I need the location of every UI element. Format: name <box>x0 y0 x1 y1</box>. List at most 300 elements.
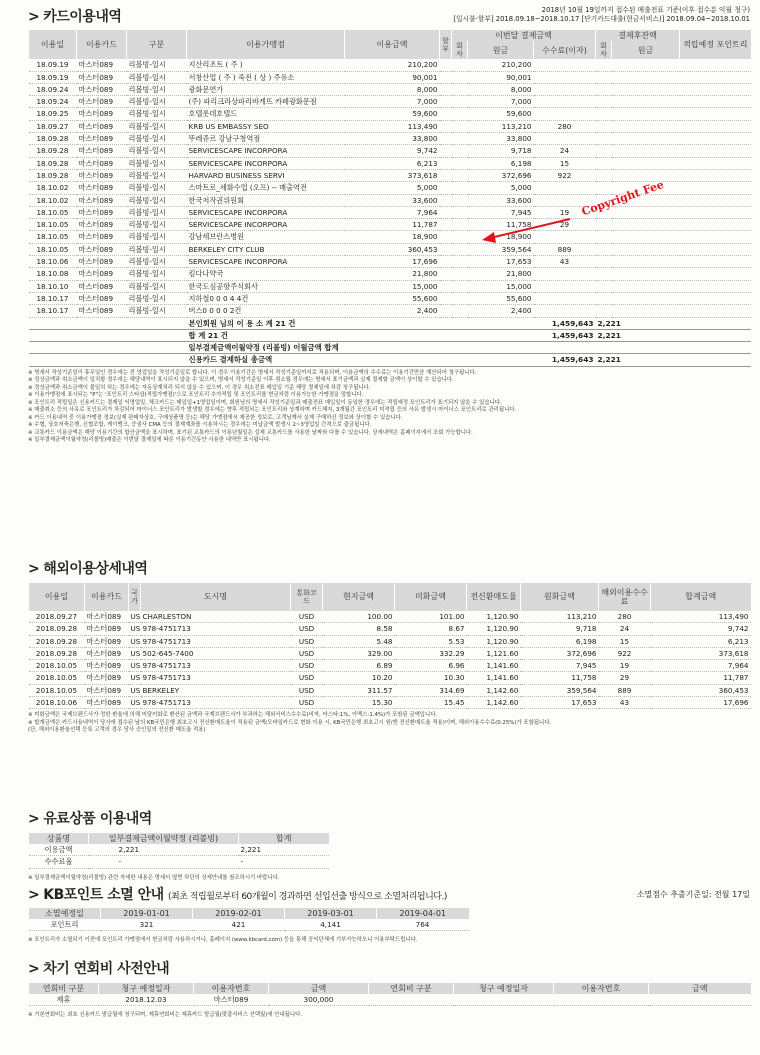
cell-amount: 90,001 <box>345 71 440 83</box>
note-line: ※ 이용가맹점에 표시되는 "P"는 '포인트리 스타샵(적립가맹점)'으로 포인트리 추가적립 및 포인트리를 현금처럼 이용가능한 가맹점을 말합니다. <box>28 392 364 399</box>
cell-principal: 33,800 <box>468 133 534 145</box>
cell-empty <box>680 108 751 120</box>
cell-empty <box>452 133 468 145</box>
table-row <box>29 96 751 108</box>
ov-cell-krw: 17,653 <box>521 697 599 709</box>
cell-empty <box>440 145 452 157</box>
cell-amount: 113,490 <box>345 120 440 132</box>
ov-cell-currency: USD <box>291 660 323 672</box>
ov-cell-fee: 15 <box>599 635 651 647</box>
cell-empty <box>680 256 751 268</box>
cell-empty <box>440 157 452 169</box>
table-row <box>29 292 751 304</box>
col-card: 이용카드 <box>77 30 127 59</box>
cell-empty <box>440 280 452 292</box>
kb-points-section <box>28 884 750 945</box>
ov-cell-currency: USD <box>291 635 323 647</box>
cell-empty <box>596 256 612 268</box>
cell-amount: 7,000 <box>345 96 440 108</box>
cell-card: 마스터089 <box>77 206 127 218</box>
cell-empty <box>29 354 187 366</box>
cell-date: 18.09.19 <box>29 71 77 83</box>
summary-label: 일부결제금액이월약정 (리볼빙) 이월금액 합계 <box>187 342 534 354</box>
cell-empty <box>452 243 468 255</box>
ov-cell-date: 2018.10.05 <box>29 672 85 684</box>
ov-cell-merchant: 978-4751713 <box>141 635 291 647</box>
card-usage-title: > 카드이용내역 <box>28 9 122 25</box>
ov-cell-fee: 29 <box>599 672 651 684</box>
pp-row-value: - <box>89 856 239 868</box>
ov-cell-date: 2018.09.28 <box>29 647 85 659</box>
cell-card: 마스터089 <box>77 71 127 83</box>
card-usage-notes <box>28 370 750 445</box>
ov-cell-local: 8.58 <box>323 623 395 635</box>
cell-type: 리볼빙-일시 <box>127 231 187 243</box>
cell-fee: 43 <box>534 256 596 268</box>
cell-date: 18.10.08 <box>29 268 77 280</box>
kb-points-title: > KB포인트 소멸 안내 (최초 적립월로부터 60개월이 경과하면 선입선출 방식으로 소멸처리됩니다.) <box>28 887 447 903</box>
annual-fee-title: > 차기 연회비 사전안내 <box>28 961 170 977</box>
cell-date: 18.10.06 <box>29 256 77 268</box>
cell-empty <box>596 83 612 95</box>
ov-cell-rate: 1,120.90 <box>467 635 521 647</box>
ov-cell-currency: USD <box>291 647 323 659</box>
ov-cell-card: 마스터089 <box>85 684 129 696</box>
cell-empty <box>612 108 680 120</box>
ov-cell-rate: 1,120.90 <box>467 611 521 623</box>
cell-empty <box>596 157 612 169</box>
ov-cell-total: 6,213 <box>651 635 751 647</box>
cell-empty <box>452 83 468 95</box>
ov-cell-merchant: 978-4751713 <box>141 672 291 684</box>
af-row-amount <box>649 994 751 1006</box>
cell-fee: 19 <box>534 206 596 218</box>
cell-empty <box>29 317 187 329</box>
cell-card: 마스터089 <box>77 194 127 206</box>
note-line: ※ 정상금액과 취소금액이 불일치 하는 경우에는 자동상계처리 되지 않을 수 있으며, 이 경우 취소전표 매입일 기준 해당 결제일에 차감 청구됩니다. <box>28 384 371 391</box>
ov-cell-total: 11,787 <box>651 672 751 684</box>
ov-cell-currency: USD <box>291 623 323 635</box>
cell-principal: 113,210 <box>468 120 534 132</box>
cell-amount: 17,696 <box>345 256 440 268</box>
col-this-month: 이번달 결제금액 <box>452 30 596 41</box>
col-type: 구분 <box>127 30 187 59</box>
cell-amount: 360,453 <box>345 243 440 255</box>
copyright-fee-label: Copyright Fee <box>580 178 666 219</box>
ov-cell-date: 2018.09.27 <box>29 611 85 623</box>
ov-col-card: 이용카드 <box>85 583 129 611</box>
paid-products-table <box>28 833 329 869</box>
cell-merchant: 스마트로_세화수업 (오프) -- 매출역전 <box>187 182 345 194</box>
cell-fee <box>534 305 596 317</box>
cell-principal: 9,718 <box>468 145 534 157</box>
ov-col-country: 국가 <box>129 583 141 611</box>
cell-empty <box>440 231 452 243</box>
cell-type: 리볼빙-일시 <box>127 96 187 108</box>
ov-col-total: 합계금액 <box>651 583 751 611</box>
cell-principal: 17,653 <box>468 256 534 268</box>
paid-products-section <box>28 808 750 882</box>
cell-empty <box>596 96 612 108</box>
cell-empty <box>452 169 468 181</box>
cell-merchant: KRB US EMBASSY SEO <box>187 120 345 132</box>
cell-merchant: (주) 파리크라상파리바게뜨 카페광화문점 <box>187 96 345 108</box>
cell-type: 리볼빙-일시 <box>127 108 187 120</box>
ov-cell-date: 2018.10.05 <box>29 660 85 672</box>
ov-cell-currency: USD <box>291 697 323 709</box>
table-row <box>29 268 751 280</box>
ov-cell-usd: 5.53 <box>395 635 467 647</box>
cell-empty <box>452 145 468 157</box>
cell-card: 마스터089 <box>77 145 127 157</box>
cell-empty <box>612 169 680 181</box>
table-row <box>29 672 751 684</box>
summary-label: 본인회원 님의 이 용 소 계 21 건 <box>187 317 534 329</box>
summary-fee: 2,221 <box>597 318 621 328</box>
cell-empty <box>596 71 612 83</box>
cell-merchant: 강남세브란스병원 <box>187 231 345 243</box>
cell-type: 리볼빙-일시 <box>127 182 187 194</box>
pp-row-total: - <box>239 856 329 868</box>
ov-cell-rate: 1,120.90 <box>467 623 521 635</box>
pp-col-total: 합계 <box>239 833 329 844</box>
summary-fee: 2,221 <box>597 355 621 365</box>
cell-principal: 372,696 <box>468 169 534 181</box>
af-row-user <box>554 994 649 1006</box>
cell-empty <box>680 182 751 194</box>
cell-empty <box>596 145 612 157</box>
af-col-amount: 금액 <box>649 983 751 994</box>
ov-cell-local: 329.00 <box>323 647 395 659</box>
summary-fee <box>596 342 612 354</box>
card-usage-period-note: 2018년 10월 19일까지 접수된 매출전표 기준(이후 접수분 익월 청구) [일시불·할부] 2018.09.18~2018.10.17 [단기카드대출(현금서비스)] 2018.09.04~2018.10.01 <box>453 6 750 23</box>
cell-date: 18.09.24 <box>29 96 77 108</box>
cell-principal: 8,000 <box>468 83 534 95</box>
pp-row-label: 이용금액 <box>29 844 89 856</box>
summary-principal: 1,459,643 <box>534 317 596 329</box>
cell-fee <box>534 108 596 120</box>
note-line: ※ 교통카드 이용금액은 해당 이용기간의 합산금액을 표시하며, 표기된 교통카드의 이용년월일은 실제 교통카드를 사용한 날짜와 다를 수 있습니다. 상세내역은 홈페이지에서 조회 가능합니다. <box>28 429 473 436</box>
table-row <box>29 133 751 145</box>
table-row <box>29 697 751 709</box>
col-balance-principal: 원금 <box>612 41 680 59</box>
cell-type: 리볼빙-일시 <box>127 194 187 206</box>
ov-cell-card: 마스터089 <box>85 635 129 647</box>
ov-cell-country: US <box>130 661 141 671</box>
cell-empty <box>612 59 680 71</box>
cell-principal: 59,600 <box>468 108 534 120</box>
ov-cell-krw: 7,945 <box>521 660 599 672</box>
cell-empty <box>680 169 751 181</box>
summary-row <box>29 342 751 354</box>
cell-date: 18.10.02 <box>29 194 77 206</box>
ov-cell-country: US <box>130 636 141 646</box>
cell-principal: 210,200 <box>468 59 534 71</box>
ov-cell-usd: 15.45 <box>395 697 467 709</box>
cell-empty <box>440 292 452 304</box>
cell-amount: 373,618 <box>345 169 440 181</box>
cell-card: 마스터089 <box>77 120 127 132</box>
cell-merchant: 한국저작권위원회 <box>187 194 345 206</box>
ov-cell-fee: 19 <box>599 660 651 672</box>
cell-empty <box>440 59 452 71</box>
cell-amount: 210,200 <box>345 59 440 71</box>
cell-empty <box>596 182 612 194</box>
cell-principal: 55,600 <box>468 292 534 304</box>
cell-fee <box>534 96 596 108</box>
cell-principal: 7,945 <box>468 206 534 218</box>
cell-empty <box>440 120 452 132</box>
table-row <box>29 157 751 169</box>
note-line: ※ 수협, 상호저축은행, 신협조합, 케이뱅크, 증권사 CMA 등의 결제계좌를 이용하시는 경우에는 미납금액 발생시 2~3영업일 간격으로 출금됩니다. <box>28 422 372 429</box>
note-line: ※ 미화금액은 국제브랜드사가 정한 환율에 의해 미달러화로 환산된 금액과 국제브랜드사가 부과하는 해외서비스수수료(비자, 마스타:1%, 아멕스:1.4%)가 포함된 금액입니다. <box>28 712 438 719</box>
af-row-type: 제휴 <box>29 994 99 1006</box>
cell-empty <box>612 354 751 366</box>
kb-points-criterion: 소멸점수 추출기준일: 전월 17일 <box>636 890 750 899</box>
cell-empty <box>440 71 452 83</box>
cell-date: 18.09.28 <box>29 157 77 169</box>
ov-cell-rate: 1,141.60 <box>467 660 521 672</box>
cell-empty <box>452 108 468 120</box>
note-line: ※ 카드 이용내역 중 이용가맹점 정보(실제 판매자상호, 구매상품명 등)는 해당 가맹점에서 제공한 정보로, 고객님께서 실제 구매하신 정보와 상이할 수 있습니다. <box>28 414 403 421</box>
cell-empty <box>452 268 468 280</box>
ov-cell-usd: 101.00 <box>395 611 467 623</box>
cell-principal: 15,000 <box>468 280 534 292</box>
cell-amount: 15,000 <box>345 280 440 292</box>
ov-col-fee: 해외이용수수료 <box>599 583 651 611</box>
cell-empty <box>680 96 751 108</box>
ov-cell-country: US <box>130 612 141 621</box>
cell-card: 마스터089 <box>77 59 127 71</box>
table-row <box>29 71 751 83</box>
cell-empty <box>680 83 751 95</box>
cell-empty <box>612 96 680 108</box>
cell-empty <box>440 96 452 108</box>
cell-card: 마스터089 <box>77 280 127 292</box>
ov-cell-currency: USD <box>291 611 323 623</box>
cell-merchant: 호텔롯데호텔드 <box>187 108 345 120</box>
table-row <box>29 660 751 672</box>
cell-merchant: 뚜레쥬르 강남구청역점 <box>187 133 345 145</box>
ov-cell-date: 2018.10.06 <box>29 697 85 709</box>
kb-row-value: 421 <box>193 919 285 931</box>
table-row <box>29 59 751 71</box>
cell-empty <box>612 342 751 354</box>
cell-merchant: 광화문연가 <box>187 83 345 95</box>
cell-date: 18.09.19 <box>29 59 77 71</box>
cell-date: 18.09.28 <box>29 169 77 181</box>
annual-fee-table <box>28 983 751 1006</box>
cell-principal: 18,900 <box>468 231 534 243</box>
table-row <box>29 120 751 132</box>
ov-col-krw: 원화금액 <box>521 583 599 611</box>
cell-merchant: SERVICESCAPE INCORPORA <box>187 256 345 268</box>
cell-empty <box>680 145 751 157</box>
cell-empty <box>440 83 452 95</box>
ov-cell-local: 100.00 <box>323 611 395 623</box>
ov-cell-card: 마스터089 <box>85 611 129 623</box>
table-row <box>29 305 751 317</box>
cell-type: 리볼빙-일시 <box>127 206 187 218</box>
table-row <box>29 280 751 292</box>
cell-merchant: BERKELEY CITY CLUB <box>187 243 345 255</box>
cell-empty <box>612 71 680 83</box>
cell-empty <box>596 292 612 304</box>
cell-empty <box>440 169 452 181</box>
note-line: ※ 합계금액은 카드사용내역이 당사에 접수된 날의 KB국민은행 최초고시 전신환매도율이 적용된 금액(모바일카드로 변화 이용 시, KB국민은행 최초고시 원/엔 전신환매도율 적용)이며, 해외이용수수료(0.25%)가 포함됩니다. <box>28 719 552 726</box>
cell-merchant: 한국도심공항주식회사 <box>187 280 345 292</box>
cell-empty <box>596 280 612 292</box>
cell-date: 18.10.17 <box>29 292 77 304</box>
pp-row-total: 2,221 <box>239 844 329 856</box>
summary-row <box>29 317 751 329</box>
cell-empty <box>452 120 468 132</box>
cell-empty <box>452 71 468 83</box>
cell-empty <box>612 133 680 145</box>
af-col-type: 연회비 구분 <box>369 983 454 994</box>
cell-merchant: 버스0 0 0 0 2건 <box>187 305 345 317</box>
cell-date: 18.09.28 <box>29 145 77 157</box>
cell-empty <box>452 157 468 169</box>
note-line: ※ 일부결제금액이월약정(리볼빙)매출은 이번달 결제일에 따른 이용기간동안 사용한 내역만 표시됩니다. <box>28 437 271 444</box>
ov-cell-krw: 9,718 <box>521 623 599 635</box>
ov-cell-local: 6.89 <box>323 660 395 672</box>
cell-fee: 280 <box>534 120 596 132</box>
cell-date: 18.10.05 <box>29 219 77 231</box>
cell-type: 리볼빙-일시 <box>127 292 187 304</box>
cell-card: 마스터089 <box>77 305 127 317</box>
ov-cell-rate: 1,121.60 <box>467 647 521 659</box>
ov-cell-fee: 889 <box>599 684 651 696</box>
cell-type: 리볼빙-일시 <box>127 243 187 255</box>
cell-principal: 359,564 <box>468 243 534 255</box>
ov-cell-country: US <box>130 648 141 658</box>
summary-label: 신용카드 결제하실 총금액 <box>187 354 534 366</box>
ov-cell-rate: 1,141.60 <box>467 672 521 684</box>
ov-cell-merchant: BERKELEY <box>141 684 291 696</box>
cell-empty <box>440 268 452 280</box>
cell-card: 마스터089 <box>77 133 127 145</box>
summary-principal: 1,459,643 <box>534 329 596 341</box>
overseas-table <box>28 583 751 709</box>
cell-empty <box>596 268 612 280</box>
cell-type: 리볼빙-일시 <box>127 280 187 292</box>
ov-cell-total: 373,618 <box>651 647 751 659</box>
table-row <box>29 919 469 931</box>
cell-type: 리볼빙-일시 <box>127 219 187 231</box>
ov-col-local: 현지금액 <box>323 583 395 611</box>
cell-empty <box>440 133 452 145</box>
cell-merchant: SERVICESCAPE INCORPORA <box>187 206 345 218</box>
cell-type: 리볼빙-일시 <box>127 133 187 145</box>
cell-empty <box>596 120 612 132</box>
cell-empty <box>680 120 751 132</box>
cell-merchant: SERVICESCAPE INCORPORA <box>187 157 345 169</box>
ov-cell-local: 10.20 <box>323 672 395 684</box>
kb-col-label: 소멸예정일 <box>29 908 101 919</box>
cell-type: 리볼빙-일시 <box>127 120 187 132</box>
ov-cell-krw: 372,696 <box>521 647 599 659</box>
cell-empty <box>612 268 680 280</box>
ov-cell-merchant: CHARLESTON <box>141 611 291 623</box>
note-line: (단, 해외이용환율선택 등록 고객의 경우 당사 승인일의 전신환 매도율 적용) <box>28 727 206 734</box>
af-col-amount: 금액 <box>269 983 369 994</box>
ov-cell-local: 311.57 <box>323 684 395 696</box>
ov-cell-usd: 314.69 <box>395 684 467 696</box>
ov-cell-fee: 24 <box>599 623 651 635</box>
overseas-title: > 해외이용상세내역 <box>28 561 148 577</box>
table-row <box>29 684 751 696</box>
summary-fee: 2,221 <box>597 330 621 340</box>
cell-amount: 21,800 <box>345 268 440 280</box>
af-col-user: 이용자번호 <box>194 983 269 994</box>
kb-points-table <box>28 908 469 931</box>
col-merchant: 이용가맹점 <box>187 30 345 59</box>
cell-type: 리볼빙-일시 <box>127 145 187 157</box>
annual-fee-section <box>28 958 750 1020</box>
cell-type: 리볼빙-일시 <box>127 71 187 83</box>
ov-cell-total: 17,696 <box>651 697 751 709</box>
kb-col-date: 2019-02-01 <box>193 908 285 919</box>
cell-type: 리볼빙-일시 <box>127 157 187 169</box>
table-row <box>29 169 751 181</box>
cell-principal: 2,400 <box>468 305 534 317</box>
col-principal: 원금 <box>468 41 534 59</box>
table-row <box>29 994 751 1006</box>
ov-cell-fee: 280 <box>599 611 651 623</box>
pp-row-label: 수수료율 <box>29 856 89 868</box>
cell-fee <box>534 59 596 71</box>
cell-empty <box>596 108 612 120</box>
cell-empty <box>29 342 187 354</box>
cell-empty <box>452 256 468 268</box>
cell-empty <box>680 71 751 83</box>
cell-type: 리볼빙-일시 <box>127 83 187 95</box>
af-col-type: 연회비 구분 <box>29 983 99 994</box>
cell-empty <box>440 194 452 206</box>
cell-fee <box>534 182 596 194</box>
ov-cell-card: 마스터089 <box>85 647 129 659</box>
cell-principal: 11,758 <box>468 219 534 231</box>
ov-cell-usd: 6.96 <box>395 660 467 672</box>
cell-merchant: SERVICESCAPE INCORPORA <box>187 219 345 231</box>
note-line: ※ 정상금액과 취소금액이 일치할 경우에는 해당내역이 표시되지 않을 수 있으며, 명세서 작성기준일 이후 취소될 경우에는 명세서 표기금액과 실제 결제할 금액이 상이할 수 있습니다. <box>28 377 454 384</box>
cell-empty <box>680 268 751 280</box>
table-row <box>29 635 751 647</box>
col-times: 회차 <box>452 41 468 59</box>
cell-date: 18.09.27 <box>29 120 77 132</box>
cell-empty <box>440 108 452 120</box>
ov-cell-total: 7,964 <box>651 660 751 672</box>
ov-cell-date: 2018.09.28 <box>29 623 85 635</box>
col-date: 이용일 <box>29 30 77 59</box>
cell-amount: 8,000 <box>345 83 440 95</box>
cell-empty <box>612 280 680 292</box>
kb-points-note: ※ 포인트리가 소멸되기 이전에 포인트리 가맹점에서 현금처럼 사용하시거나, 홈페이지 (www.kbcard.com) 등을 통해 공익단체에 기부가능하오니 이용부탁드립니다. <box>28 937 418 944</box>
kb-row-value: 764 <box>377 919 469 931</box>
cell-card: 마스터089 <box>77 182 127 194</box>
summary-label: 합 계 21 건 <box>187 329 534 341</box>
ov-cell-currency: USD <box>291 672 323 684</box>
cell-empty <box>680 59 751 71</box>
note-line: ※ 명세서 작성기준일이 휴무일인 경우에는 전 영업일을 작성기준일로 합니다. 이 경우 이용기간은 명세서 작성기준일까지로 적용되며, 이용금액의 수수료는 이용기간만큼 계산되어 청구됩니다. <box>28 369 477 376</box>
cell-type: 리볼빙-일시 <box>127 256 187 268</box>
cell-date: 18.10.17 <box>29 305 77 317</box>
cell-type: 리볼빙-일시 <box>127 305 187 317</box>
cell-card: 마스터089 <box>77 169 127 181</box>
kb-row-label: 포인트리 <box>29 919 101 931</box>
ov-cell-local: 5.48 <box>323 635 395 647</box>
